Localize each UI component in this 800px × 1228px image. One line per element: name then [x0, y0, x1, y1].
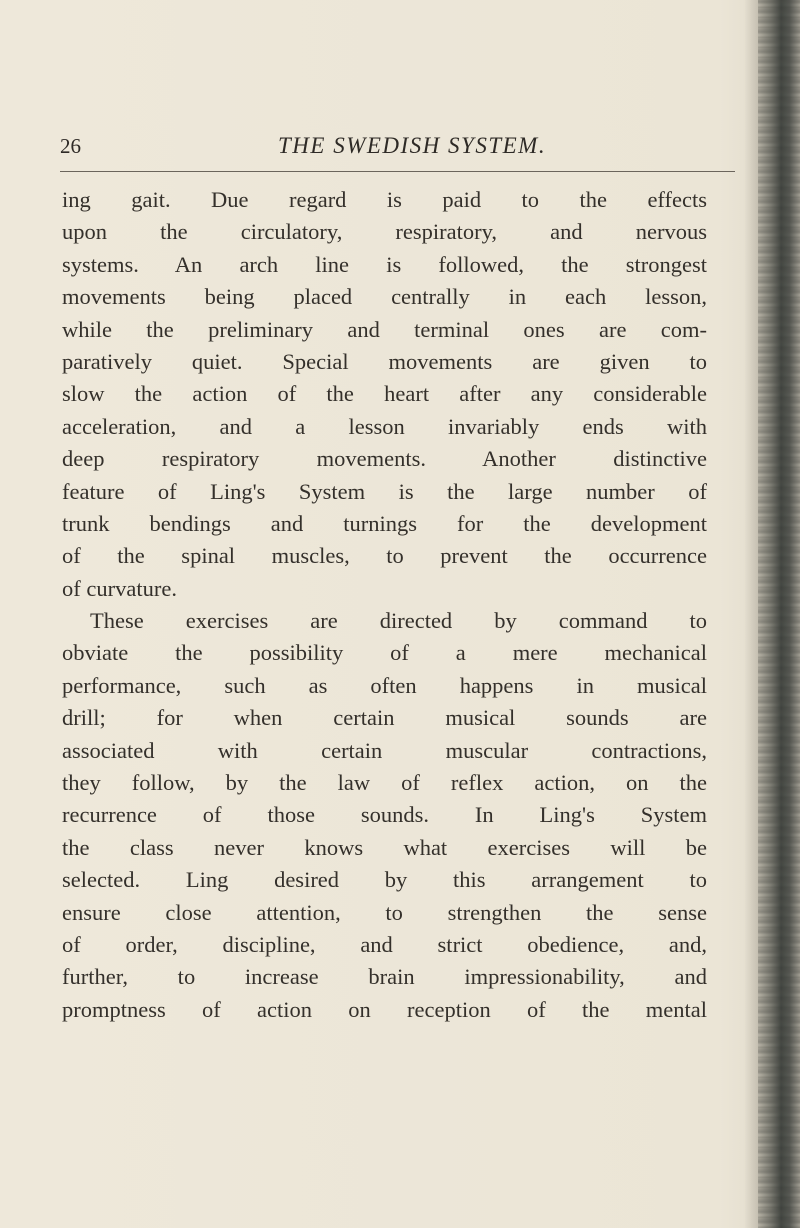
text-line: systems. An arch line is followed, the strongest [62, 251, 707, 277]
text-line: performance, such as often happens in musical [62, 672, 707, 698]
text-line: selected. Ling desired by this arrangement to [62, 867, 707, 893]
text-line: while the preliminary and terminal ones are com- [62, 316, 707, 342]
text-line: slow the action of the heart after any considerable [62, 381, 707, 407]
text-line: they follow, by the law of reflex action, on the [62, 770, 707, 796]
text-line: associated with certain muscular contractions, [62, 737, 707, 763]
text-line: ensure close attention, to strengthen the sense [62, 899, 707, 925]
text-line: acceleration, and a lesson invariably ends with [62, 413, 707, 439]
text-line: drill; for when certain musical sounds are [62, 705, 707, 731]
text-line: These exercises are directed by command to [90, 608, 707, 634]
text-line: of curvature. [62, 575, 177, 601]
text-line: movements being placed centrally in each lesson, [62, 284, 707, 310]
text-line: upon the circulatory, respiratory, and nervous [62, 219, 707, 245]
text-line: of the spinal muscles, to prevent the occurrence [62, 543, 707, 569]
text-line: recurrence of those sounds. In Ling's System [62, 802, 707, 828]
text-line: promptness of action on reception of the mental [62, 996, 707, 1022]
page-header [60, 132, 760, 172]
text-line: paratively quiet. Special movements are given to [62, 348, 707, 374]
header-rule [60, 171, 735, 172]
text-line: further, to increase brain impressionability, and [62, 964, 707, 990]
text-line: the class never knows what exercises will be [62, 834, 707, 860]
book-binding-edge [758, 0, 800, 1228]
binding-shadow [744, 0, 758, 1228]
text-line: trunk bendings and turnings for the development [62, 510, 707, 536]
text-line: of order, discipline, and strict obedience, and, [62, 931, 707, 957]
page-number: 26 [60, 134, 81, 158]
running-title: THE SWEDISH SYSTEM. [278, 133, 547, 158]
text-line: deep respiratory movements. Another distinctive [62, 446, 707, 472]
text-line: ing gait. Due regard is paid to the effects [62, 187, 707, 212]
text-line: feature of Ling's System is the large number of [62, 478, 707, 504]
body-text [62, 184, 707, 1026]
text-line: obviate the possibility of a mere mechanical [62, 640, 707, 666]
